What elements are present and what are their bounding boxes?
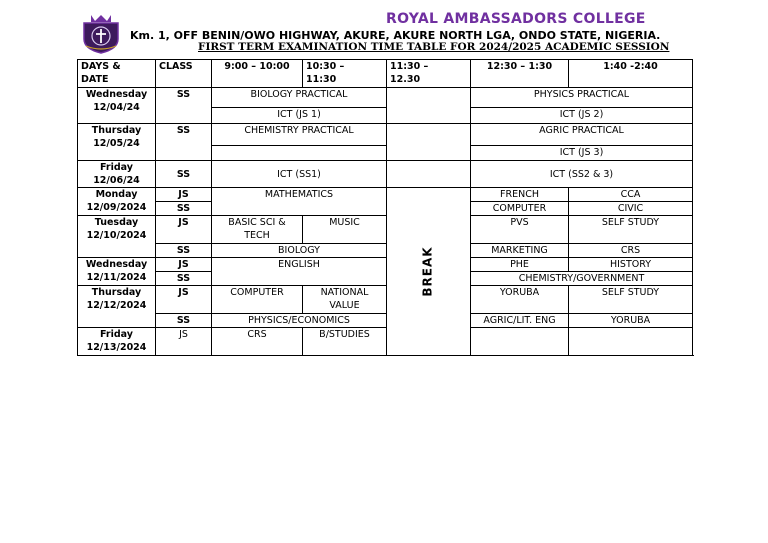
- exam-cell: ICT (JS 3): [471, 146, 693, 161]
- exam-cell: ICT (SS1): [212, 161, 387, 188]
- exam-cell: MARKETING: [471, 244, 569, 258]
- exam-cell: YORUBA: [471, 286, 569, 314]
- table-row: [78, 258, 693, 272]
- day-cell: [78, 258, 156, 286]
- exam-cell: B/STUDIES: [303, 328, 387, 356]
- exam-cell: MUSIC: [303, 216, 387, 244]
- exam-cell: AGRIC/LIT. ENG: [471, 314, 569, 328]
- exam-cell: ICT (JS 2): [471, 108, 693, 124]
- day-date: 12/11/2024: [86, 272, 147, 283]
- table-row: [78, 328, 693, 356]
- table-row: [78, 244, 693, 258]
- table-row: [78, 161, 693, 188]
- afternoon-empty-cell: [569, 328, 693, 356]
- timetable-title: FIRST TERM EXAMINATION TIME TABLE FOR 2024/2025 ACADEMIC SESSION: [198, 41, 670, 53]
- exam-cell: ENGLISH: [212, 258, 387, 286]
- exam-line1: NATIONAL: [320, 287, 369, 298]
- class-cell: JS: [156, 258, 212, 272]
- exam-cell: [212, 216, 303, 244]
- exam-cell: ICT (JS 1): [212, 108, 387, 124]
- exam-cell: CCA: [569, 188, 693, 202]
- class-cell: SS: [156, 202, 212, 216]
- exam-cell: PHE: [471, 258, 569, 272]
- break-cell: [387, 188, 471, 356]
- day-name: Thursday: [91, 125, 142, 136]
- exam-cell: [303, 286, 387, 314]
- day-cell: [78, 216, 156, 258]
- class-cell: SS: [156, 88, 212, 124]
- class-cell: SS: [156, 161, 212, 188]
- exam-timetable: [77, 59, 693, 356]
- exam-cell: PHYSICS PRACTICAL: [471, 88, 693, 108]
- class-cell: JS: [156, 188, 212, 202]
- class-cell: JS: [156, 286, 212, 314]
- class-cell: SS: [156, 244, 212, 258]
- class-cell: SS: [156, 272, 212, 286]
- class-cell: SS: [156, 314, 212, 328]
- day-cell: [78, 88, 156, 124]
- exam-cell: PVS: [471, 216, 569, 244]
- day-name: Monday: [95, 189, 138, 200]
- slot3-empty-cell: [387, 88, 471, 124]
- exam-line2: TECH: [244, 230, 270, 241]
- header-days-line1: DAYS &: [81, 61, 121, 72]
- college-crest-logo: [80, 12, 122, 54]
- exam-cell: CIVIC: [569, 202, 693, 216]
- table-row: [78, 188, 693, 202]
- slot3-empty-cell: [471, 328, 569, 356]
- day-name: Thursday: [91, 287, 142, 298]
- day-date: 12/10/2024: [86, 230, 147, 241]
- header-slot3: [387, 60, 471, 88]
- header-days-date: [78, 60, 156, 88]
- day-date: 12/04/24: [93, 102, 140, 113]
- table-row: [78, 286, 693, 314]
- day-date: 12/05/24: [93, 138, 140, 149]
- table-row: [78, 314, 693, 328]
- header-class: CLASS: [156, 60, 212, 88]
- exam-cell: HISTORY: [569, 258, 693, 272]
- exam-line1: BASIC SCI &: [228, 217, 286, 228]
- exam-cell: COMPUTER: [212, 286, 303, 314]
- day-date: 12/09/2024: [86, 202, 147, 213]
- exam-cell: FRENCH: [471, 188, 569, 202]
- day-name: Friday: [100, 162, 133, 173]
- day-cell: [78, 188, 156, 216]
- day-cell: [78, 286, 156, 328]
- college-address: Km. 1, OFF BENIN/OWO HIGHWAY, AKURE, AKURE NORTH LGA, ONDO STATE, NIGERIA.: [130, 29, 661, 42]
- header-slot3-line2: 12.30: [390, 74, 421, 85]
- header-slot4: 12:30 – 1:30: [471, 60, 569, 88]
- exam-cell: CHEMISTRY/GOVERNMENT: [471, 272, 693, 286]
- day-date: 12/13/2024: [86, 342, 147, 353]
- slot3-empty-cell: [387, 161, 471, 188]
- exam-cell: PHYSICS/ECONOMICS: [212, 314, 387, 328]
- table-row: [78, 88, 693, 108]
- header-days-line2: DATE: [81, 74, 109, 85]
- day-name: Tuesday: [94, 217, 139, 228]
- exam-cell: BIOLOGY: [212, 244, 387, 258]
- exam-cell: AGRIC PRACTICAL: [471, 124, 693, 146]
- exam-cell: YORUBA: [569, 314, 693, 328]
- college-name: ROYAL AMBASSADORS COLLEGE: [386, 11, 646, 27]
- exam-cell: [212, 146, 387, 161]
- header-slot3-line1: 11:30 –: [390, 61, 429, 72]
- header-slot1: 9:00 – 10:00: [212, 60, 303, 88]
- day-date: 12/12/2024: [86, 300, 147, 311]
- exam-cell: CRS: [569, 244, 693, 258]
- header-slot2: [303, 60, 387, 88]
- exam-cell: COMPUTER: [471, 202, 569, 216]
- exam-cell: BIOLOGY PRACTICAL: [212, 88, 387, 108]
- exam-cell: MATHEMATICS: [212, 188, 387, 216]
- class-cell: JS: [156, 216, 212, 244]
- break-label: BREAK: [420, 245, 435, 297]
- day-name: Wednesday: [85, 259, 148, 270]
- day-date: 12/06/24: [93, 175, 140, 186]
- day-cell: [78, 124, 156, 161]
- table-row: [78, 216, 693, 244]
- day-cell: [78, 328, 156, 356]
- class-cell: JS: [156, 328, 212, 356]
- exam-line2: VALUE: [329, 300, 360, 311]
- header-slot5: 1:40 -2:40: [569, 60, 693, 88]
- exam-cell: SELF STUDY: [569, 286, 693, 314]
- day-name: Wednesday: [85, 89, 148, 100]
- table-header-row: [78, 60, 693, 88]
- class-cell: SS: [156, 124, 212, 161]
- header-slot2-line2: 11:30: [306, 74, 337, 85]
- exam-cell: CRS: [212, 328, 303, 356]
- slot3-empty-cell: [387, 124, 471, 161]
- table-row: [78, 124, 693, 146]
- exam-cell: CHEMISTRY PRACTICAL: [212, 124, 387, 146]
- header-slot2-line1: 10:30 –: [306, 61, 345, 72]
- day-cell: [78, 161, 156, 188]
- exam-cell: ICT (SS2 & 3): [471, 161, 693, 188]
- exam-cell: SELF STUDY: [569, 216, 693, 244]
- day-name: Friday: [100, 329, 133, 340]
